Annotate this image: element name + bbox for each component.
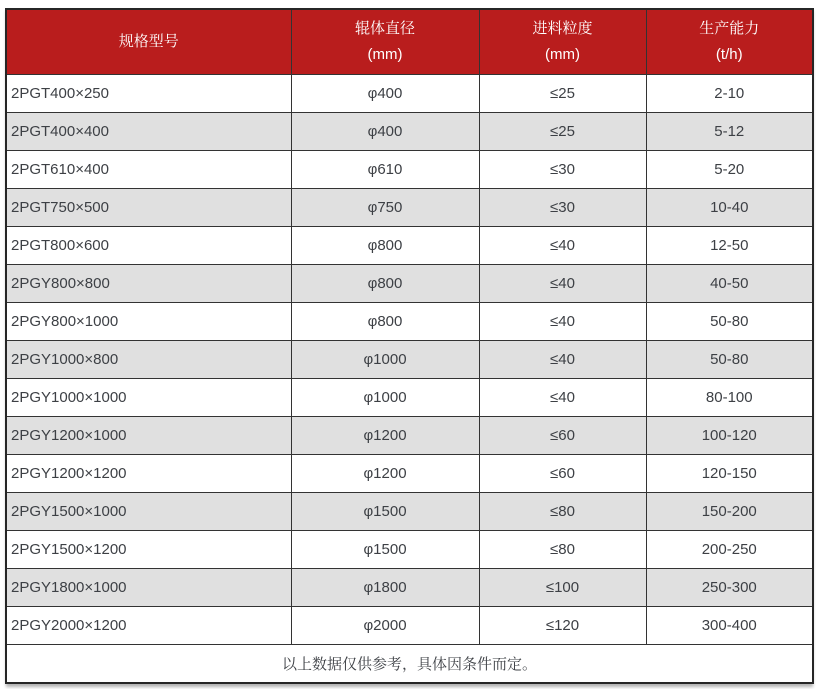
spec-table	[5, 8, 814, 684]
column-header-model	[6, 9, 291, 75]
column-label: 进料粒度	[532, 20, 593, 37]
diameter-cell: φ1200	[291, 455, 479, 493]
feed-size-cell: ≤40	[479, 227, 646, 265]
diameter-cell: φ2000	[291, 607, 479, 645]
table-row	[6, 607, 813, 645]
column-header-feed	[479, 9, 646, 75]
table-row	[6, 227, 813, 265]
model-cell: 2PGT800×600	[6, 227, 291, 265]
feed-size-cell: ≤40	[479, 265, 646, 303]
table-row	[6, 303, 813, 341]
capacity-cell: 120-150	[646, 455, 813, 493]
table-row	[6, 379, 813, 417]
table-row	[6, 417, 813, 455]
feed-size-cell: ≤120	[479, 607, 646, 645]
capacity-cell: 250-300	[646, 569, 813, 607]
diameter-cell: φ610	[291, 151, 479, 189]
table-row	[6, 113, 813, 151]
model-cell: 2PGY2000×1200	[6, 607, 291, 645]
diameter-cell: φ1000	[291, 379, 479, 417]
capacity-cell: 80-100	[646, 379, 813, 417]
feed-size-cell: ≤40	[479, 379, 646, 417]
column-header-capacity	[646, 9, 813, 75]
diameter-cell: φ1500	[291, 493, 479, 531]
model-cell: 2PGY800×1000	[6, 303, 291, 341]
column-unit: (mm)	[545, 46, 580, 63]
header-row	[6, 9, 813, 75]
model-cell: 2PGT750×500	[6, 189, 291, 227]
feed-size-cell: ≤80	[479, 493, 646, 531]
diameter-cell: φ400	[291, 113, 479, 151]
capacity-cell: 300-400	[646, 607, 813, 645]
feed-size-cell: ≤80	[479, 531, 646, 569]
diameter-cell: φ750	[291, 189, 479, 227]
model-cell: 2PGY1000×800	[6, 341, 291, 379]
model-cell: 2PGT610×400	[6, 151, 291, 189]
column-label: 辊体直径	[354, 20, 415, 37]
feed-size-cell: ≤25	[479, 75, 646, 113]
capacity-cell: 10-40	[646, 189, 813, 227]
table-row	[6, 75, 813, 113]
table-footnote: 以上数据仅供参考，具体因条件而定。	[6, 645, 813, 684]
capacity-cell: 5-12	[646, 113, 813, 151]
diameter-cell: φ1500	[291, 531, 479, 569]
table-row	[6, 341, 813, 379]
capacity-cell: 2-10	[646, 75, 813, 113]
capacity-cell: 200-250	[646, 531, 813, 569]
column-unit: (t/h)	[715, 46, 743, 63]
column-unit: (mm)	[367, 46, 403, 63]
table-row	[6, 151, 813, 189]
table-body	[6, 75, 813, 645]
spec-table-container	[5, 8, 812, 684]
table-row	[6, 455, 813, 493]
feed-size-cell: ≤100	[479, 569, 646, 607]
model-cell: 2PGT400×250	[6, 75, 291, 113]
feed-size-cell: ≤30	[479, 189, 646, 227]
capacity-cell: 150-200	[646, 493, 813, 531]
model-cell: 2PGY1000×1000	[6, 379, 291, 417]
capacity-cell: 50-80	[646, 341, 813, 379]
feed-size-cell: ≤30	[479, 151, 646, 189]
model-cell: 2PGY1200×1200	[6, 455, 291, 493]
feed-size-cell: ≤25	[479, 113, 646, 151]
table-row	[6, 493, 813, 531]
table-row	[6, 189, 813, 227]
capacity-cell: 100-120	[646, 417, 813, 455]
model-cell: 2PGY1800×1000	[6, 569, 291, 607]
diameter-cell: φ400	[291, 75, 479, 113]
model-cell: 2PGY1200×1000	[6, 417, 291, 455]
feed-size-cell: ≤40	[479, 341, 646, 379]
feed-size-cell: ≤40	[479, 303, 646, 341]
diameter-cell: φ800	[291, 265, 479, 303]
diameter-cell: φ800	[291, 227, 479, 265]
table-header	[6, 9, 813, 75]
table-row	[6, 569, 813, 607]
diameter-cell: φ1200	[291, 417, 479, 455]
model-cell: 2PGY1500×1000	[6, 493, 291, 531]
diameter-cell: φ1000	[291, 341, 479, 379]
feed-size-cell: ≤60	[479, 455, 646, 493]
model-cell: 2PGT400×400	[6, 113, 291, 151]
capacity-cell: 50-80	[646, 303, 813, 341]
capacity-cell: 5-20	[646, 151, 813, 189]
column-label: 生产能力	[699, 20, 760, 37]
model-cell: 2PGY800×800	[6, 265, 291, 303]
table-row	[6, 531, 813, 569]
column-label: 规格型号	[118, 33, 179, 50]
footnote-row	[6, 645, 813, 684]
table-footer	[6, 645, 813, 684]
capacity-cell: 40-50	[646, 265, 813, 303]
column-header-diameter	[291, 9, 479, 75]
diameter-cell: φ800	[291, 303, 479, 341]
diameter-cell: φ1800	[291, 569, 479, 607]
model-cell: 2PGY1500×1200	[6, 531, 291, 569]
feed-size-cell: ≤60	[479, 417, 646, 455]
capacity-cell: 12-50	[646, 227, 813, 265]
table-row	[6, 265, 813, 303]
